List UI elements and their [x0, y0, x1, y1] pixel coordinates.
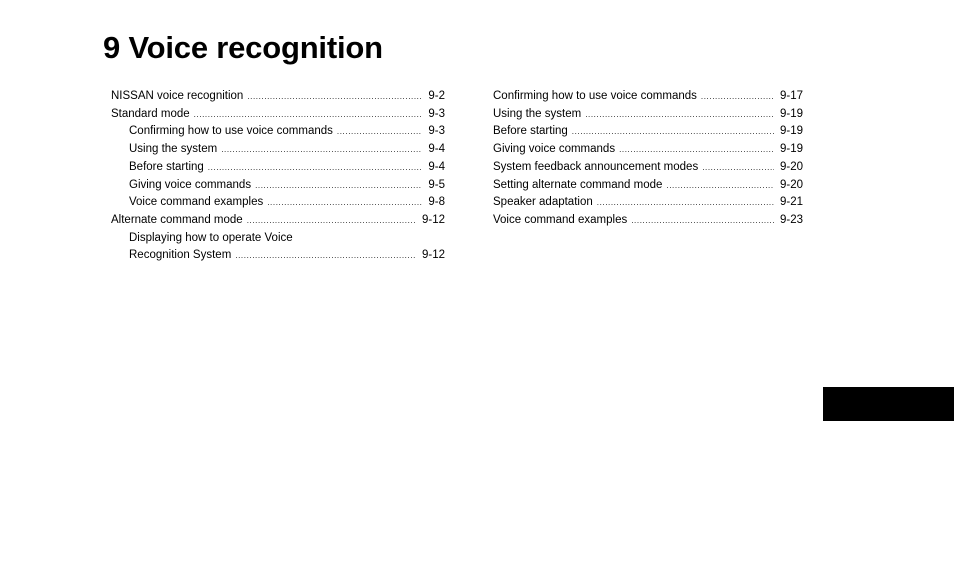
toc-entry-title: Giving voice commands — [493, 143, 616, 156]
toc-entry-title: Voice command examples — [493, 213, 628, 226]
page-title: 9 Voice recognition — [103, 30, 383, 65]
toc-entry-title-line2: Recognition System — [129, 249, 232, 262]
toc-leader-dots — [702, 159, 774, 177]
toc-entry-page: 9-3 — [428, 125, 445, 138]
toc-entry-line2 — [129, 247, 445, 265]
toc-leader-dots — [267, 194, 422, 212]
toc-leader-dots — [701, 88, 774, 106]
toc-entry-page: 9-5 — [428, 178, 445, 191]
toc-leader-dots — [247, 212, 416, 230]
toc-leader-dots — [221, 141, 422, 159]
toc-entry[interactable] — [493, 159, 803, 177]
toc-subentry[interactable] — [111, 141, 445, 159]
toc-column-left — [111, 88, 445, 265]
toc-leader-dots — [337, 123, 422, 141]
toc-entry[interactable] — [493, 141, 803, 159]
toc-leader-dots — [585, 106, 774, 124]
toc-entry-title: Confirming how to use voice commands — [129, 125, 333, 138]
toc-leader-dots — [666, 177, 774, 195]
toc-entry-title: System feedback announcement modes — [493, 160, 699, 173]
toc-entry-page: 9-21 — [779, 196, 803, 209]
toc-entry-title: Giving voice commands — [129, 178, 252, 191]
toc-subentry[interactable] — [111, 159, 445, 177]
toc-entry-page: 9-19 — [779, 143, 803, 156]
toc-entry-title: Speaker adaptation — [493, 196, 593, 209]
chapter-tab-marker — [823, 387, 954, 421]
toc-entry-title: Confirming how to use voice commands — [493, 90, 697, 102]
toc-entry-title: NISSAN voice recognition — [111, 90, 244, 102]
toc-leader-dots — [631, 212, 774, 230]
toc-entry-title: Using the system — [129, 143, 218, 156]
toc-leader-dots — [255, 177, 422, 195]
toc-entry[interactable] — [493, 123, 803, 141]
toc-entry-page: 9-12 — [421, 213, 445, 226]
toc-entry-title: Setting alternate command mode — [493, 178, 663, 191]
toc-entry-page: 9-19 — [779, 107, 803, 120]
toc-subentry[interactable] — [111, 194, 445, 212]
toc-entry[interactable] — [111, 212, 445, 230]
toc-subentry-wrapped[interactable] — [111, 230, 445, 265]
toc-entry[interactable] — [111, 88, 445, 106]
toc-entry-title: Using the system — [493, 107, 582, 120]
toc-entry-title: Alternate command mode — [111, 213, 243, 226]
toc-entry-page: 9-20 — [779, 178, 803, 191]
toc-entry-page: 9-23 — [779, 213, 803, 226]
toc-leader-dots — [208, 159, 423, 177]
toc-leader-dots — [247, 88, 422, 106]
toc-entry-page: 9-3 — [428, 107, 445, 120]
toc-entry-page: 9-4 — [428, 160, 445, 173]
toc-entry-page: 9-4 — [428, 143, 445, 156]
toc-leader-dots — [194, 106, 423, 124]
toc-entry[interactable] — [493, 106, 803, 124]
toc-entry-page: 9-19 — [779, 125, 803, 138]
toc-entry-page: 9-12 — [421, 249, 445, 262]
toc-entry-page: 9-17 — [779, 90, 803, 102]
toc-column-right — [493, 88, 803, 230]
toc-subentry[interactable] — [111, 177, 445, 195]
toc-entry[interactable] — [111, 106, 445, 124]
toc-entry-page: 9-20 — [779, 160, 803, 173]
toc-leader-dots — [572, 123, 774, 141]
toc-entry[interactable] — [493, 212, 803, 230]
toc-leader-dots — [597, 194, 774, 212]
toc-entry[interactable] — [493, 194, 803, 212]
toc-entry[interactable] — [493, 177, 803, 195]
toc-leader-dots — [235, 247, 416, 265]
toc-entry-page: 9-2 — [428, 90, 445, 102]
toc-entry-page: 9-8 — [428, 196, 445, 209]
toc-entry-title: Before starting — [493, 125, 568, 138]
toc-entry-title: Standard mode — [111, 107, 190, 120]
toc-entry[interactable] — [493, 88, 803, 106]
toc-entry-title: Voice command examples — [129, 196, 264, 209]
toc-entry-title: Before starting — [129, 160, 204, 173]
toc-leader-dots — [619, 141, 774, 159]
toc-entry-title-line1: Displaying how to operate Voice — [129, 231, 293, 244]
toc-subentry[interactable] — [111, 123, 445, 141]
